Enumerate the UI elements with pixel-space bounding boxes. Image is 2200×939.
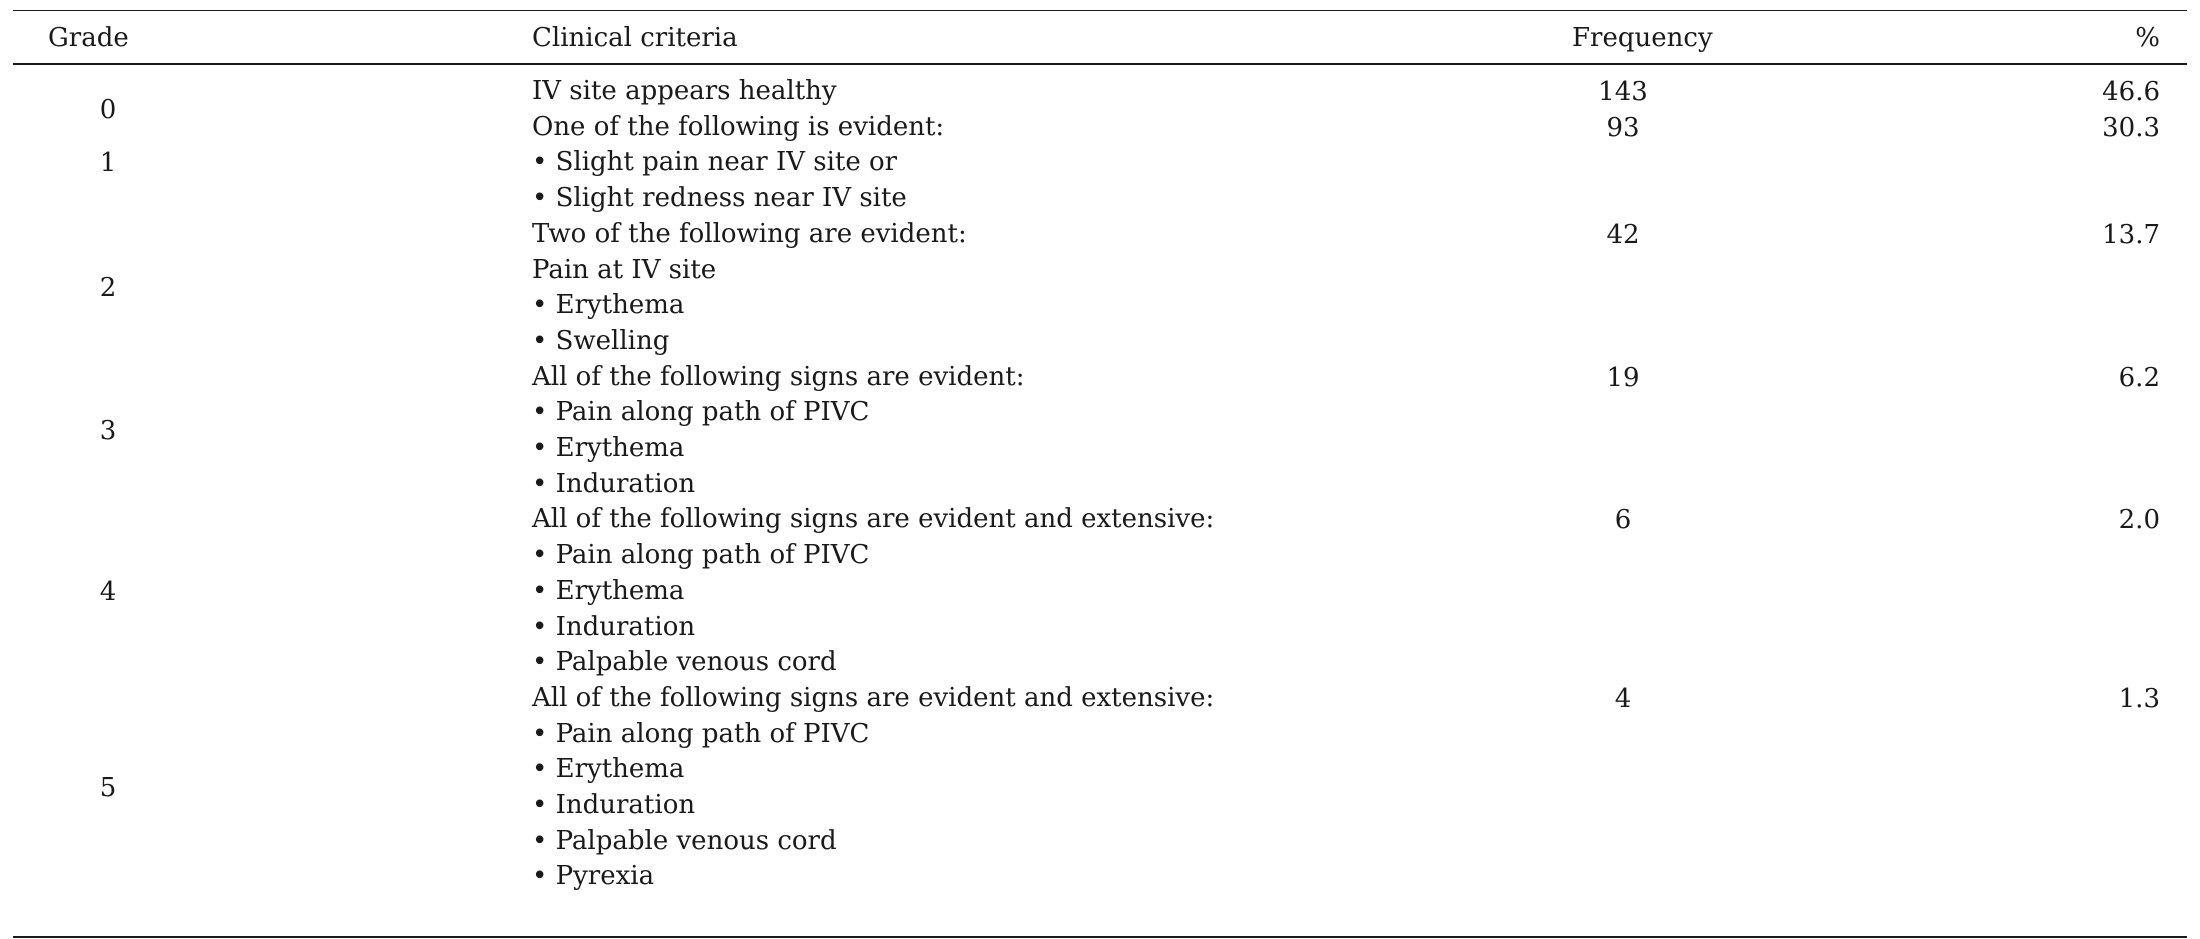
criteria-cell <box>532 360 1024 503</box>
frequency-cell: 93 <box>1606 112 1640 143</box>
criteria-line: All of the following signs are evident and extensive: <box>532 504 1215 535</box>
grade-cell: 4 <box>99 576 117 607</box>
criteria-line: • Induration <box>532 611 696 642</box>
grade-cell: 5 <box>99 772 117 803</box>
frequency-cell: 42 <box>1606 219 1640 250</box>
percent-cell: 1.3 <box>2118 683 2160 714</box>
grade-cell: 1 <box>99 148 117 179</box>
criteria-line: Two of the following are evident: <box>532 218 967 249</box>
criteria-line: • Pain along path of PIVC <box>532 397 870 428</box>
percent-cell: 6.2 <box>2118 362 2160 393</box>
criteria-line: • Erythema <box>532 290 685 321</box>
criteria-cell <box>532 502 1214 681</box>
grade-cell: 0 <box>99 95 117 125</box>
header-percent: % <box>2135 23 2160 53</box>
bottom-rule <box>13 936 2187 938</box>
header-frequency: Frequency <box>1572 23 1713 53</box>
criteria-cell <box>532 74 837 110</box>
table-body <box>13 65 2187 938</box>
criteria-line: • Induration <box>532 468 696 499</box>
percent-cell: 2.0 <box>2118 505 2160 536</box>
frequency-cell: 143 <box>1598 77 1648 107</box>
criteria-line: • Pyrexia <box>532 861 655 892</box>
criteria-line: • Erythema <box>532 575 685 606</box>
table-row <box>13 502 2187 681</box>
table-row <box>13 110 2187 217</box>
criteria-line: IV site appears healthy <box>532 76 837 106</box>
phlebitis-grade-table <box>13 10 2187 938</box>
criteria-line: • Slight redness near IV site <box>532 183 907 214</box>
frequency-cell: 4 <box>1614 683 1632 714</box>
table-row <box>13 74 2187 125</box>
frequency-cell: 19 <box>1606 362 1640 393</box>
criteria-line: • Slight pain near IV site or <box>532 147 898 178</box>
frequency-cell: 6 <box>1614 505 1632 536</box>
percent-cell: 30.3 <box>2102 112 2160 143</box>
grade-cell: 3 <box>99 415 117 446</box>
criteria-line: • Pain along path of PIVC <box>532 540 870 571</box>
table-header-row <box>13 11 2187 63</box>
percent-cell: 46.6 <box>2102 77 2160 107</box>
criteria-cell <box>532 217 967 360</box>
header-clinical-criteria: Clinical criteria <box>532 23 738 53</box>
grade-cell: 2 <box>99 273 117 304</box>
criteria-line: All of the following signs are evident: <box>532 361 1025 392</box>
criteria-cell <box>532 110 944 217</box>
criteria-line: All of the following signs are evident and extensive: <box>532 682 1215 713</box>
criteria-line: • Palpable venous cord <box>532 825 837 856</box>
criteria-cell <box>532 681 1214 895</box>
criteria-line: • Swelling <box>532 325 670 356</box>
criteria-line: Pain at IV site <box>532 254 717 285</box>
criteria-line: • Palpable venous cord <box>532 647 837 678</box>
criteria-line: • Pain along path of PIVC <box>532 718 870 749</box>
criteria-line: • Erythema <box>532 754 685 785</box>
table-row <box>13 360 2187 503</box>
header-grade: Grade <box>48 23 129 53</box>
criteria-line: • Erythema <box>532 433 685 463</box>
criteria-line: • Induration <box>532 790 696 820</box>
table-row <box>13 217 2187 360</box>
table-row <box>13 681 2187 895</box>
percent-cell: 13.7 <box>2102 219 2160 250</box>
criteria-line: One of the following is evident: <box>532 111 945 142</box>
